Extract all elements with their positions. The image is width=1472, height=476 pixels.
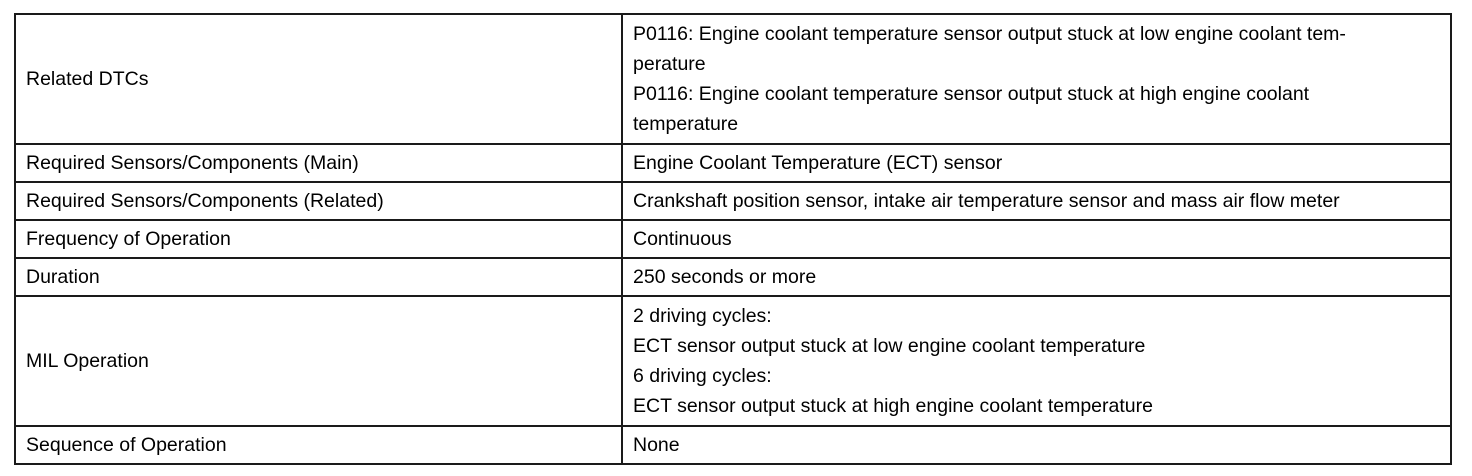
row-value — [622, 220, 1451, 258]
row-value — [622, 426, 1451, 464]
value-line: temperature — [633, 113, 739, 135]
value-line: Engine Coolant Temperature (ECT) sensor — [633, 152, 1003, 174]
table-row-required-related — [15, 182, 1451, 220]
row-label: MIL Operation — [15, 296, 622, 426]
value-line: Crankshaft position sensor, intake air temperature sensor and mass air flow meter — [633, 190, 1340, 212]
table-row-sequence — [15, 426, 1451, 464]
value-line: P0116: Engine coolant temperature sensor output stuck at high engine coolant — [633, 83, 1310, 105]
row-label: Sequence of Operation — [15, 426, 622, 464]
value-line: Continuous — [633, 228, 732, 250]
table-row-related-dtcs — [15, 14, 1451, 144]
row-value — [622, 182, 1451, 220]
table-row-frequency — [15, 220, 1451, 258]
row-label: Related DTCs — [15, 14, 622, 144]
table-row-mil-operation — [15, 296, 1451, 426]
table-row-duration — [15, 258, 1451, 296]
value-line: ECT sensor output stuck at low engine coolant temperature — [633, 335, 1146, 357]
value-line: 6 driving cycles: — [633, 365, 772, 387]
row-label: Required Sensors/Components (Related) — [15, 182, 622, 220]
value-line: 2 driving cycles: — [633, 305, 772, 327]
table-row-required-main — [15, 144, 1451, 182]
row-label: Duration — [15, 258, 622, 296]
monitor-spec-table — [14, 13, 1452, 465]
value-line: ECT sensor output stuck at high engine coolant temperature — [633, 395, 1153, 417]
row-value — [622, 296, 1451, 426]
row-label: Required Sensors/Components (Main) — [15, 144, 622, 182]
value-line: perature — [633, 53, 706, 75]
row-value — [622, 14, 1451, 144]
value-line: P0116: Engine coolant temperature sensor output stuck at low engine coolant tem- — [633, 23, 1346, 45]
value-line: None — [633, 434, 680, 456]
value-line: 250 seconds or more — [633, 266, 817, 288]
row-value — [622, 144, 1451, 182]
row-label: Frequency of Operation — [15, 220, 622, 258]
row-value — [622, 258, 1451, 296]
